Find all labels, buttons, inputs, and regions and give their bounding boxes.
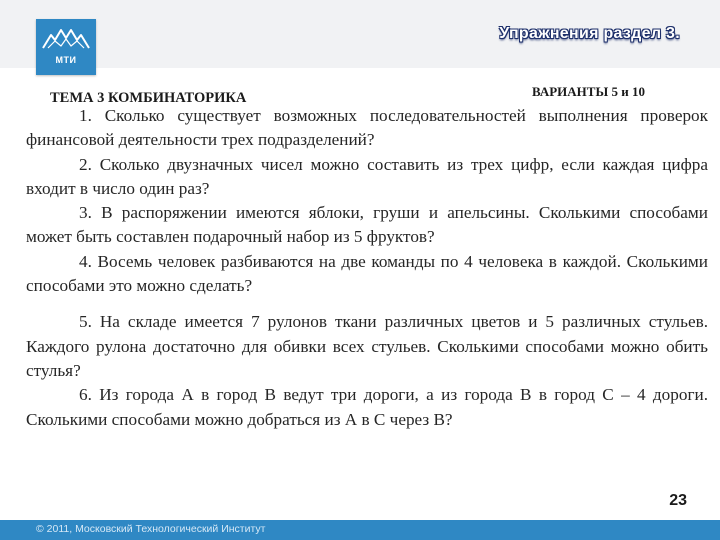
exercise-2: 2. Сколько двузначных чисел можно составить из трех цифр, если каждая цифра входит в число один раз?	[26, 154, 708, 198]
variants-label: ВАРИАНТЫ 5 и 10	[532, 84, 645, 99]
footer-bar	[0, 520, 720, 540]
mountains-icon	[42, 27, 90, 49]
exercise-5: 5. На складе имеется 7 рулонов ткани различных цветов и 5 различных стульев. Каждого рулона достаточно для обивки всех стульев. Сколькими способами можно обить стулья?	[26, 312, 708, 380]
exercise-4: 4. Восемь человек разбиваются на две команды по 4 человека в каждой. Сколькими способами это можно сделать?	[26, 251, 708, 296]
exercise-1: 1. Сколько существует возможных последовательностей выполнения проверок финансовой деятельности трех подразделений?	[26, 106, 708, 150]
section-title: Упражнения раздел 3.	[499, 25, 680, 42]
exercise-3: 3. В распоряжении имеются яблоки, груши и апельсины. Сколькими способами может быть составлен подарочный набор из 5 фруктов?	[26, 203, 708, 247]
exercise-list	[26, 104, 708, 432]
logo	[36, 19, 96, 75]
copyright-text: © 2011, Московский Технологический Институт	[36, 523, 266, 535]
logo-text: МТИ	[55, 55, 77, 65]
exercise-6: 6. Из города А в город В ведут три дороги, а из города В в город С – 4 дороги. Сколькими способами можно добраться из А в С через В?	[26, 385, 708, 429]
page-number: 23	[669, 492, 687, 509]
topic-heading: ТЕМА 3 КОМБИНАТОРИКА	[50, 90, 247, 106]
